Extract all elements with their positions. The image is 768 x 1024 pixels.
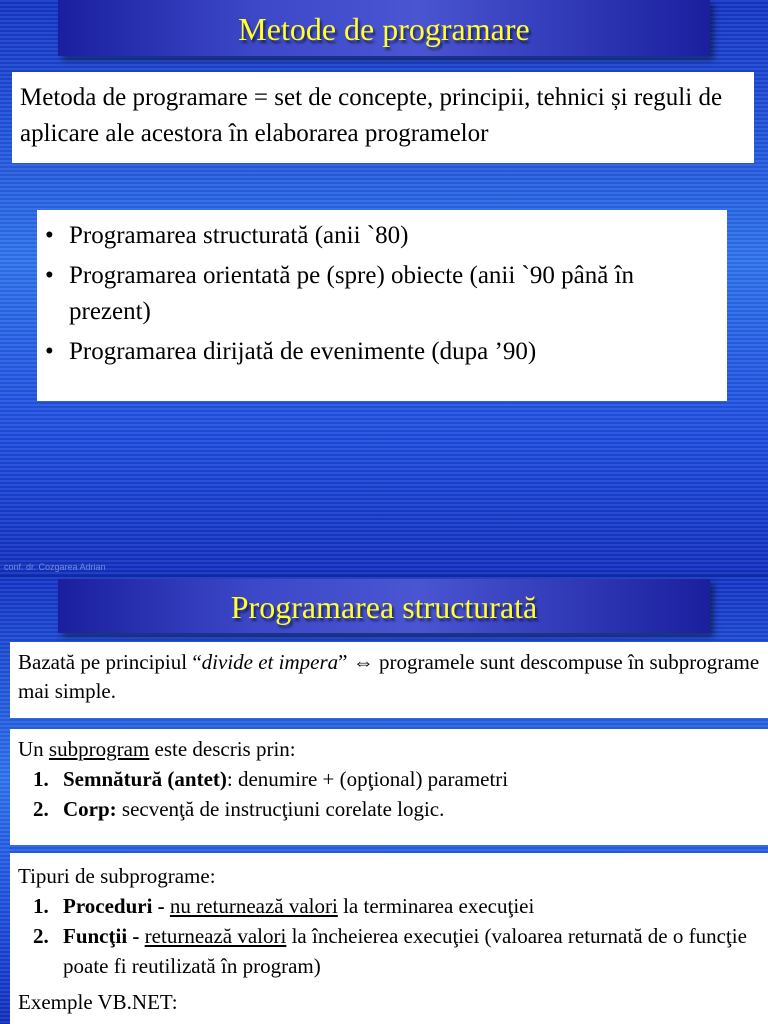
item-number: 1.: [33, 894, 49, 918]
item-rest: : denumire + (opţional) parametri: [226, 767, 509, 791]
lead-prefix: Un: [18, 737, 49, 761]
intro-emphasis: divide et impera: [201, 650, 339, 674]
author-credit: conf. dr. Cozgarea Adrian: [4, 562, 106, 572]
examples-heading: Exemple VB.NET:: [18, 990, 178, 1014]
list-item: [45, 334, 719, 370]
item-number: 2.: [33, 924, 49, 948]
bullet-text: Programarea structurată (anii `80): [69, 222, 409, 249]
item-bold: Proceduri -: [63, 894, 170, 918]
bullet-text: Programarea dirijată de evenimente (dupa ’90): [69, 338, 537, 365]
item-underline: returnează valori: [144, 924, 287, 948]
subprogram-term: subprogram: [48, 737, 150, 761]
item-rest: secvenţă de instrucţiuni corelate logic.: [116, 797, 445, 821]
subprogram-lead: [18, 734, 764, 764]
item-bold: Semnătură (antet): [63, 767, 227, 791]
list-item: [18, 921, 764, 981]
definition-text: Metoda de programare = set de concepte, principii, tehnici și reguli de aplicare ale acestora în elaborarea programelor: [20, 84, 723, 147]
types-box: [10, 853, 768, 1024]
item-text: [63, 891, 534, 921]
list-item: [18, 764, 764, 794]
item-bold: Corp:: [63, 797, 117, 821]
intro-box: [10, 642, 768, 718]
item-number: 2.: [33, 797, 49, 821]
list-item: [18, 891, 764, 921]
bullet-list-box: [37, 210, 727, 401]
bullet-icon: •: [45, 262, 54, 289]
item-bold: Funcţii -: [63, 924, 145, 948]
subprogram-box: [10, 729, 768, 845]
item-text: [63, 921, 764, 981]
definition-box: [12, 72, 754, 163]
slide-title: Programarea structurată: [58, 579, 710, 633]
list-item: [18, 794, 764, 824]
item-underline: nu returnează valori: [169, 894, 338, 918]
bullet-text: Programarea orientată pe (spre) obiecte (anii `90 până în prezent): [69, 262, 635, 325]
slide-programarea-structurata: [0, 577, 768, 1024]
item-rest: la încheierea execuţiei (valoarea returnată de o funcţie poate fi reutilizată în program): [63, 924, 747, 978]
bullet-icon: •: [45, 222, 54, 249]
item-rest: la terminarea execuţiei: [337, 894, 535, 918]
list-item: [45, 258, 719, 330]
intro-prefix: Bazată pe principiul “: [18, 650, 202, 674]
item-text: [63, 794, 444, 824]
slide-title: Metode de programare: [58, 0, 710, 56]
intro-suffix: ” ⇔ programele sunt descompuse în subprograme mai simple.: [18, 650, 760, 703]
item-text: [63, 764, 508, 794]
bullet-icon: •: [45, 338, 54, 365]
lead-suffix: este descris prin:: [149, 737, 296, 761]
types-lead: Tipuri de subprograme:: [18, 864, 216, 888]
item-number: 1.: [33, 767, 49, 791]
list-item: [45, 218, 719, 254]
